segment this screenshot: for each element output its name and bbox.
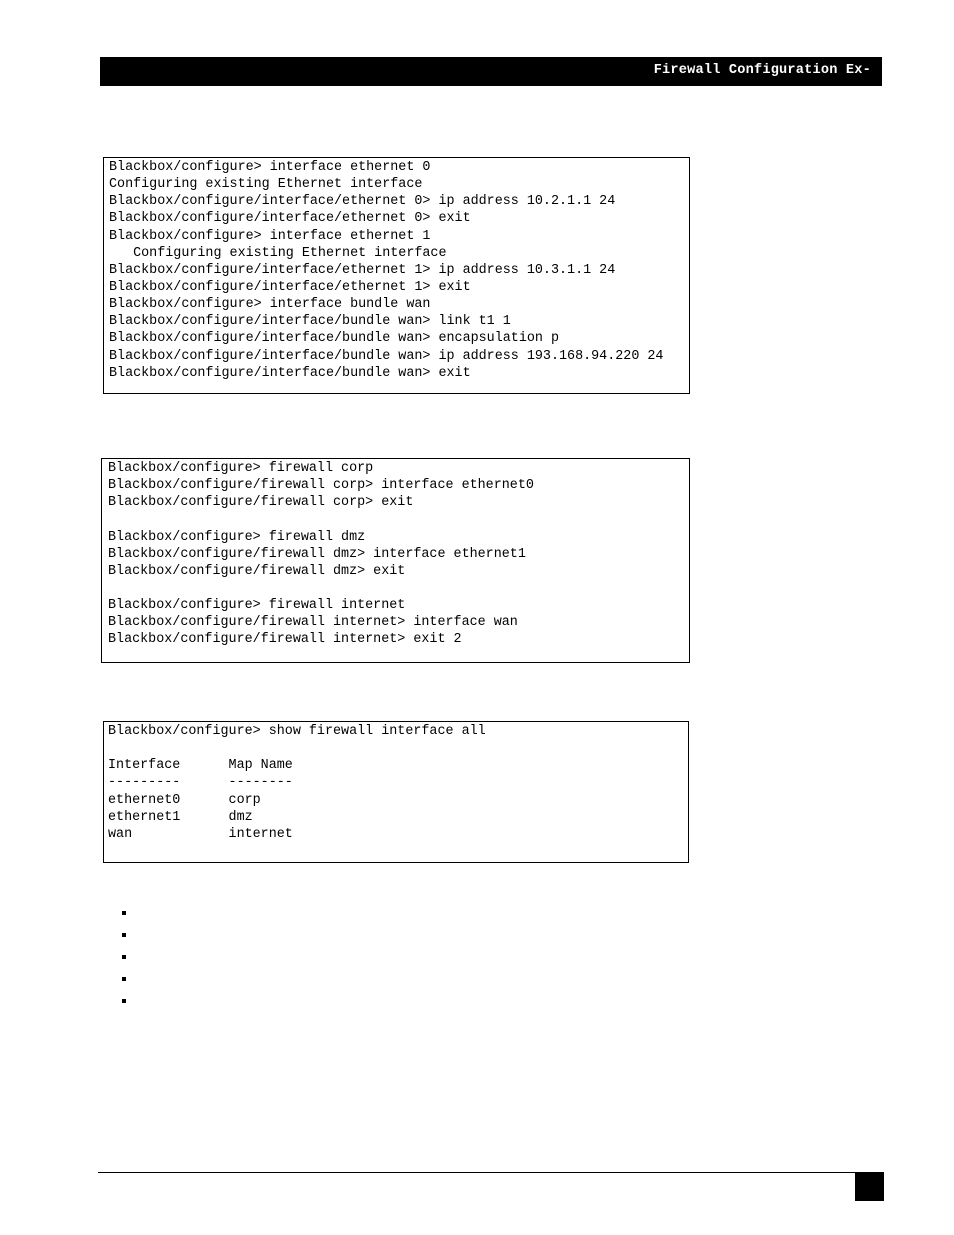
- bullet-icon: [122, 933, 126, 937]
- code-line: ethernet0 corp: [108, 792, 261, 808]
- code-block-text: [108, 460, 534, 649]
- bullet-icon: [122, 999, 126, 1003]
- code-block-text: [108, 723, 486, 843]
- code-line: Blackbox/configure/interface/bundle wan> encapsulation p: [109, 331, 559, 347]
- code-line: Blackbox/configure> firewall corp: [108, 461, 374, 476]
- code-line: Blackbox/configure/firewall corp> exit: [108, 495, 414, 511]
- code-block-firewall-config: [101, 458, 690, 663]
- code-line: Blackbox/configure> interface ethernet 0: [109, 160, 431, 175]
- code-line: ethernet1 dmz: [108, 809, 253, 825]
- code-line: Configuring existing Ethernet interface: [109, 245, 447, 261]
- code-line: [108, 740, 486, 757]
- page-header-bar: [100, 57, 882, 86]
- code-line: Blackbox/configure> firewall dmz: [108, 529, 366, 545]
- code-line: Blackbox/configure/interface/ethernet 1> ip address 10.3.1.1 24: [109, 262, 616, 278]
- code-line: Blackbox/configure/firewall corp> interface ethernet0: [108, 478, 534, 494]
- bullet-icon: [122, 955, 126, 959]
- code-line: Configuring existing Ethernet interface: [109, 177, 423, 193]
- code-line: Blackbox/configure> interface bundle wan: [109, 297, 431, 313]
- code-line: Blackbox/configure/interface/bundle wan> exit: [109, 365, 471, 381]
- code-block-interface-config: [103, 157, 690, 394]
- code-line: wan internet: [108, 826, 293, 842]
- code-line: Blackbox/configure/interface/bundle wan> link t1 1: [109, 314, 511, 330]
- code-line: Blackbox/configure/firewall internet> interface wan: [108, 615, 518, 631]
- code-line: Blackbox/configure/interface/ethernet 1> exit: [109, 279, 471, 295]
- code-block-text: [109, 159, 663, 382]
- code-line: Blackbox/configure/interface/ethernet 0> ip address 10.2.1.1 24: [109, 194, 616, 210]
- header-title: Firewall Configuration Ex-: [653, 63, 871, 78]
- page-number-block: [855, 1173, 884, 1201]
- code-line: Blackbox/configure/firewall dmz> exit: [108, 563, 406, 579]
- code-line: [108, 511, 534, 528]
- bullet-icon: [122, 977, 126, 981]
- code-line: Blackbox/configure/interface/ethernet 0> exit: [109, 211, 471, 227]
- code-line: Blackbox/configure/firewall dmz> interface ethernet1: [108, 546, 526, 562]
- footer-divider: [98, 1172, 884, 1173]
- bullet-icon: [122, 911, 126, 915]
- code-line: [108, 580, 534, 597]
- code-line: --------- --------: [108, 775, 293, 791]
- code-line: Blackbox/configure> show firewall interface all: [108, 724, 486, 739]
- code-block-show-interfaces: [103, 721, 689, 863]
- code-line: Blackbox/configure/interface/bundle wan> ip address 193.168.94.220 24: [109, 348, 664, 364]
- code-line: Blackbox/configure/firewall internet> exit 2: [108, 632, 462, 648]
- code-line: Blackbox/configure> interface ethernet 1: [109, 228, 431, 244]
- code-line: Interface Map Name: [108, 758, 293, 774]
- code-line: Blackbox/configure> firewall internet: [108, 598, 406, 614]
